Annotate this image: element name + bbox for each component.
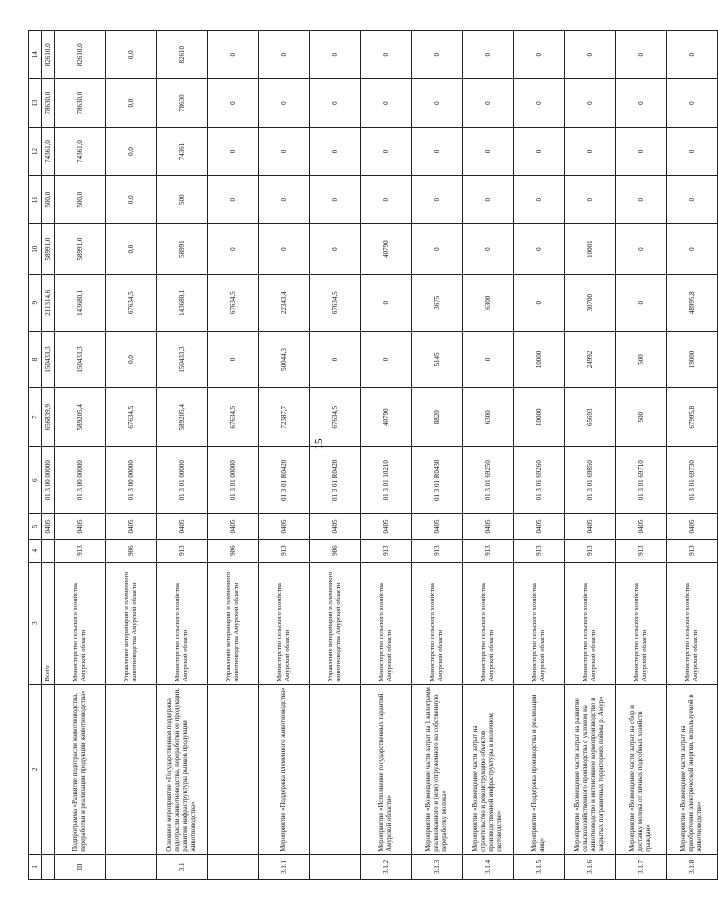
- amount-year-col10: 0: [616, 224, 667, 274]
- amount-year-col14: 0: [208, 31, 259, 79]
- total-amount: 65693: [565, 388, 616, 447]
- csr-code: 01 3 01 00000: [208, 447, 259, 514]
- amount-year-col14: 0: [565, 31, 616, 79]
- amount-year-col14: 0: [667, 31, 718, 79]
- rzpr-code: 0405: [463, 514, 514, 539]
- amount-year-col11: 500,0: [55, 176, 106, 224]
- total-amount: 72387,7: [259, 388, 310, 447]
- executor-name: Министерство сельского хозяйства Амурской области: [667, 562, 718, 684]
- amount-year-col9: 67634,5: [208, 274, 259, 331]
- event-name: [310, 684, 361, 854]
- amount-year-col10: 0: [514, 224, 565, 274]
- row-number: 3.1.1: [259, 854, 310, 879]
- rzpr-code: 0405: [616, 514, 667, 539]
- total-amount: 6300: [463, 388, 514, 447]
- table-row: [667, 31, 718, 880]
- csr-code: 01 3 01 10210: [361, 447, 412, 514]
- amount-year-col8: 150433,3: [42, 331, 55, 388]
- amount-year-col11: 0: [565, 176, 616, 224]
- amount-year-col8: 50044,3: [259, 331, 310, 388]
- table-row: [412, 31, 463, 880]
- event-name: Мероприятие «Поддержка производства и реализации яиц»: [514, 684, 565, 854]
- amount-year-col8: 0: [463, 331, 514, 388]
- budget-table: [28, 30, 718, 880]
- table-row: [565, 31, 616, 880]
- table-row: [310, 31, 361, 880]
- row-number: III: [55, 854, 106, 879]
- amount-year-col9: 22343,4: [259, 274, 310, 331]
- amount-year-col9: 48995,8: [667, 274, 718, 331]
- rzpr-code: 0405: [310, 514, 361, 539]
- total-amount: 10000: [514, 388, 565, 447]
- executor-name: Министерство сельского хозяйства Амурской области: [259, 562, 310, 684]
- event-name: Мероприятие «Возмещение части затрат на строительство и реконструкцию объектов производственной инфраструктуры в молочном скотоводстве»: [463, 684, 514, 854]
- event-name: Мероприятие «Возмещение части затрат на 1 килограмм реализованного и (или) отгруженного на собственную переработку молока»: [412, 684, 463, 854]
- executor-name: Всего: [42, 562, 55, 684]
- table-row: [259, 31, 310, 880]
- grbs-code: 906: [106, 539, 157, 562]
- amount-year-col13: 78630,0: [42, 79, 55, 127]
- grbs-code: 913: [259, 539, 310, 562]
- grbs-code: 913: [412, 539, 463, 562]
- amount-year-col9: 211314,6: [42, 274, 55, 331]
- column-header: 13: [29, 79, 42, 127]
- event-name: Мероприятие «Поддержка племенного животноводства»: [259, 684, 310, 854]
- row-number: 3.1: [157, 854, 208, 879]
- amount-year-col12: 0: [667, 127, 718, 175]
- column-header: 5: [29, 514, 42, 539]
- event-name: Подпрограмма «Развитие подотрасли животноводства, переработки и реализации продукции животноводства»: [55, 684, 106, 854]
- amount-year-col9: 0: [514, 274, 565, 331]
- amount-year-col11: 0: [412, 176, 463, 224]
- amount-year-col10: 58991: [157, 224, 208, 274]
- amount-year-col11: 500: [157, 176, 208, 224]
- grbs-code: 913: [463, 539, 514, 562]
- amount-year-col11: 0: [310, 176, 361, 224]
- amount-year-col12: 0: [463, 127, 514, 175]
- total-amount: 8820: [412, 388, 463, 447]
- amount-year-col9: 67634,5: [310, 274, 361, 331]
- amount-year-col14: 0: [259, 31, 310, 79]
- amount-year-col13: 0: [259, 79, 310, 127]
- executor-name: Министерство сельского хозяйства Амурской области: [361, 562, 412, 684]
- amount-year-col9: 30700: [565, 274, 616, 331]
- rzpr-code: 0405: [565, 514, 616, 539]
- event-name: Мероприятие «Возмещение части затрат на приобретение электрической энергии, используемой в животноводстве»: [667, 684, 718, 854]
- csr-code: 01 3 01 R0420: [310, 447, 361, 514]
- table-row: [42, 31, 55, 880]
- csr-code: 01 3 01 69260: [514, 447, 565, 514]
- total-amount: 656839,9: [42, 388, 55, 447]
- rzpr-code: 0405: [208, 514, 259, 539]
- amount-year-col12: 0: [208, 127, 259, 175]
- executor-name: Министерство сельского хозяйства Амурской области: [55, 562, 106, 684]
- amount-year-col8: 0: [310, 331, 361, 388]
- total-amount: 500: [616, 388, 667, 447]
- event-name: [106, 684, 157, 854]
- column-header: 11: [29, 176, 42, 224]
- total-amount: 40790: [361, 388, 412, 447]
- row-number: 3.1.5: [514, 854, 565, 879]
- event-name: Мероприятие «Возмещение части затрат на сбор и доставку молока от личных подсобных хозяйств граждан»: [616, 684, 667, 854]
- amount-year-col11: 0: [463, 176, 514, 224]
- total-amount: 67634,5: [208, 388, 259, 447]
- amount-year-col12: 74361: [157, 127, 208, 175]
- grbs-code: 913: [55, 539, 106, 562]
- column-header: 12: [29, 127, 42, 175]
- amount-year-col8: 5145: [412, 331, 463, 388]
- amount-year-col12: 74361,0: [42, 127, 55, 175]
- amount-year-col14: 0: [514, 31, 565, 79]
- amount-year-col10: 0: [208, 224, 259, 274]
- page-number: 15: [313, 438, 325, 450]
- table-row: [463, 31, 514, 880]
- amount-year-col14: 82610,0: [42, 31, 55, 79]
- rzpr-code: 0405: [361, 514, 412, 539]
- table-row: [55, 31, 106, 880]
- amount-year-col11: 0,0: [106, 176, 157, 224]
- total-amount: 67634,5: [310, 388, 361, 447]
- header-row: [29, 31, 42, 880]
- amount-year-col12: 0,0: [106, 127, 157, 175]
- grbs-code: 913: [514, 539, 565, 562]
- amount-year-col13: 0: [565, 79, 616, 127]
- event-name: Основное мероприятие «Государственная поддержка подотрасли животноводства, переработки ее продукции, развития инфраструктуры рынков продукции животноводства»: [157, 684, 208, 854]
- rzpr-code: 0405: [55, 514, 106, 539]
- rzpr-code: 0405: [667, 514, 718, 539]
- amount-year-col9: 0: [361, 274, 412, 331]
- executor-name: Министерство сельского хозяйства Амурской области: [157, 562, 208, 684]
- amount-year-col14: 0: [361, 31, 412, 79]
- row-number: [208, 854, 259, 879]
- amount-year-col14: 0: [310, 31, 361, 79]
- amount-year-col9: 3675: [412, 274, 463, 331]
- event-name: [42, 684, 55, 854]
- rotated-table-wrapper: [28, 30, 703, 880]
- executor-name: Управление ветеринарии и племенного животноводства Амурской области: [106, 562, 157, 684]
- amount-year-col13: 0,0: [106, 79, 157, 127]
- amount-year-col13: 0: [412, 79, 463, 127]
- column-header: 4: [29, 539, 42, 562]
- amount-year-col8: 150433,3: [55, 331, 106, 388]
- amount-year-col11: 0: [667, 176, 718, 224]
- csr-code: 01 3 01 69250: [463, 447, 514, 514]
- amount-year-col11: 0: [514, 176, 565, 224]
- column-header: 3: [29, 562, 42, 684]
- table-row: [361, 31, 412, 880]
- csr-code: 01 3 01 R0420: [259, 447, 310, 514]
- total-amount: 589205,4: [157, 388, 208, 447]
- amount-year-col10: 0: [412, 224, 463, 274]
- amount-year-col8: 24992: [565, 331, 616, 388]
- rzpr-code: 0405: [42, 514, 55, 539]
- grbs-code: 906: [208, 539, 259, 562]
- column-header: 1: [29, 854, 42, 879]
- amount-year-col9: 143680,1: [157, 274, 208, 331]
- amount-year-col9: 143680,1: [55, 274, 106, 331]
- rzpr-code: 0405: [259, 514, 310, 539]
- amount-year-col12: 0: [412, 127, 463, 175]
- grbs-code: 913: [157, 539, 208, 562]
- grbs-code: 906: [310, 539, 361, 562]
- amount-year-col12: 0: [514, 127, 565, 175]
- grbs-code: 913: [565, 539, 616, 562]
- amount-year-col9: 6300: [463, 274, 514, 331]
- amount-year-col12: 0: [310, 127, 361, 175]
- amount-year-col8: 0: [208, 331, 259, 388]
- amount-year-col10: 0: [259, 224, 310, 274]
- column-header: 8: [29, 331, 42, 388]
- amount-year-col13: 0: [463, 79, 514, 127]
- amount-year-col10: 0,0: [106, 224, 157, 274]
- amount-year-col8: 10000: [514, 331, 565, 388]
- amount-year-col9: 0: [616, 274, 667, 331]
- event-name: [208, 684, 259, 854]
- amount-year-col14: 0: [463, 31, 514, 79]
- amount-year-col8: 500: [616, 331, 667, 388]
- executor-name: Министерство сельского хозяйства Амурской области: [565, 562, 616, 684]
- table-body: [42, 31, 718, 880]
- row-number: 3.1.7: [616, 854, 667, 879]
- amount-year-col10: 0: [667, 224, 718, 274]
- amount-year-col13: 0: [514, 79, 565, 127]
- amount-year-col14: 0: [412, 31, 463, 79]
- amount-year-col11: 500,0: [42, 176, 55, 224]
- amount-year-col10: 0: [463, 224, 514, 274]
- rzpr-code: 0405: [106, 514, 157, 539]
- grbs-code: 913: [616, 539, 667, 562]
- amount-year-col13: 0: [361, 79, 412, 127]
- amount-year-col14: 0,0: [106, 31, 157, 79]
- grbs-code: 913: [667, 539, 718, 562]
- executor-name: Министерство сельского хозяйства Амурской области: [463, 562, 514, 684]
- row-number: 3.1.6: [565, 854, 616, 879]
- row-number: 3.1.8: [667, 854, 718, 879]
- amount-year-col13: 0: [616, 79, 667, 127]
- executor-name: Министерство сельского хозяйства Амурской области: [412, 562, 463, 684]
- rzpr-code: 0405: [412, 514, 463, 539]
- table-row: [157, 31, 208, 880]
- amount-year-col12: 74361,0: [55, 127, 106, 175]
- total-amount: 67634,5: [106, 388, 157, 447]
- column-header: 14: [29, 31, 42, 79]
- amount-year-col12: 0: [259, 127, 310, 175]
- amount-year-col9: 67634,5: [106, 274, 157, 331]
- amount-year-col12: 0: [565, 127, 616, 175]
- row-number: [310, 854, 361, 879]
- executor-name: Управление ветеринарии и племенного животноводства Амурской области: [310, 562, 361, 684]
- amount-year-col10: 40790: [361, 224, 412, 274]
- amount-year-col11: 0: [616, 176, 667, 224]
- amount-year-col11: 0: [259, 176, 310, 224]
- column-header: 6: [29, 447, 42, 514]
- amount-year-col8: 150433,3: [157, 331, 208, 388]
- amount-year-col8: 0: [361, 331, 412, 388]
- csr-code: 01 3 00 00000: [55, 447, 106, 514]
- amount-year-col12: 0: [616, 127, 667, 175]
- amount-year-col12: 0: [361, 127, 412, 175]
- amount-year-col8: 0,0: [106, 331, 157, 388]
- amount-year-col14: 82610: [157, 31, 208, 79]
- csr-code: 01 3 01 69850: [565, 447, 616, 514]
- amount-year-col13: 78630: [157, 79, 208, 127]
- total-amount: 67995,8: [667, 388, 718, 447]
- csr-code: 01 3 01 R0430: [412, 447, 463, 514]
- amount-year-col10: 10001: [565, 224, 616, 274]
- column-header: 10: [29, 224, 42, 274]
- amount-year-col13: 0: [310, 79, 361, 127]
- row-number: [106, 854, 157, 879]
- row-number: 3.1.3: [412, 854, 463, 879]
- amount-year-col10: 58991,0: [55, 224, 106, 274]
- csr-code: 01 3 01 69710: [616, 447, 667, 514]
- table-row: [208, 31, 259, 880]
- amount-year-col14: 82610,0: [55, 31, 106, 79]
- event-name: Мероприятие «Исполнение государственных гарантий Амурской области»: [361, 684, 412, 854]
- amount-year-col11: 0: [208, 176, 259, 224]
- executor-name: Министерство сельского хозяйства Амурской области: [616, 562, 667, 684]
- amount-year-col13: 0: [208, 79, 259, 127]
- executor-name: Управление ветеринарии и племенного животноводства Амурской области: [208, 562, 259, 684]
- amount-year-col10: 58991,0: [42, 224, 55, 274]
- amount-year-col14: 0: [616, 31, 667, 79]
- amount-year-col8: 19000: [667, 331, 718, 388]
- amount-year-col10: 0: [310, 224, 361, 274]
- total-amount: 589205,4: [55, 388, 106, 447]
- column-header: 7: [29, 388, 42, 447]
- amount-year-col11: 0: [361, 176, 412, 224]
- column-header: 9: [29, 274, 42, 331]
- event-name: Мероприятие «Возмещение части затрат на развитие сельскохозяйственного производства с уклоном на животноводство и интенсивное кормопроизводство в закрытых пограничных территориях поймы р. Амур»: [565, 684, 616, 854]
- table-row: [616, 31, 667, 880]
- grbs-code: 913: [361, 539, 412, 562]
- table-row: [514, 31, 565, 880]
- row-number: [42, 854, 55, 879]
- grbs-code: [42, 539, 55, 562]
- row-number: 3.1.2: [361, 854, 412, 879]
- csr-code: 01 3 01 69730: [667, 447, 718, 514]
- csr-code: 01 3 00 00000: [106, 447, 157, 514]
- table-row: [106, 31, 157, 880]
- row-number: 3.1.4: [463, 854, 514, 879]
- csr-code: 01 3 01 00000: [157, 447, 208, 514]
- rzpr-code: 0405: [157, 514, 208, 539]
- amount-year-col13: 0: [667, 79, 718, 127]
- executor-name: Министерство сельского хозяйства Амурской области: [514, 562, 565, 684]
- column-header: 2: [29, 684, 42, 854]
- rzpr-code: 0405: [514, 514, 565, 539]
- csr-code: 01 3 00 00000: [42, 447, 55, 514]
- amount-year-col13: 78630,0: [55, 79, 106, 127]
